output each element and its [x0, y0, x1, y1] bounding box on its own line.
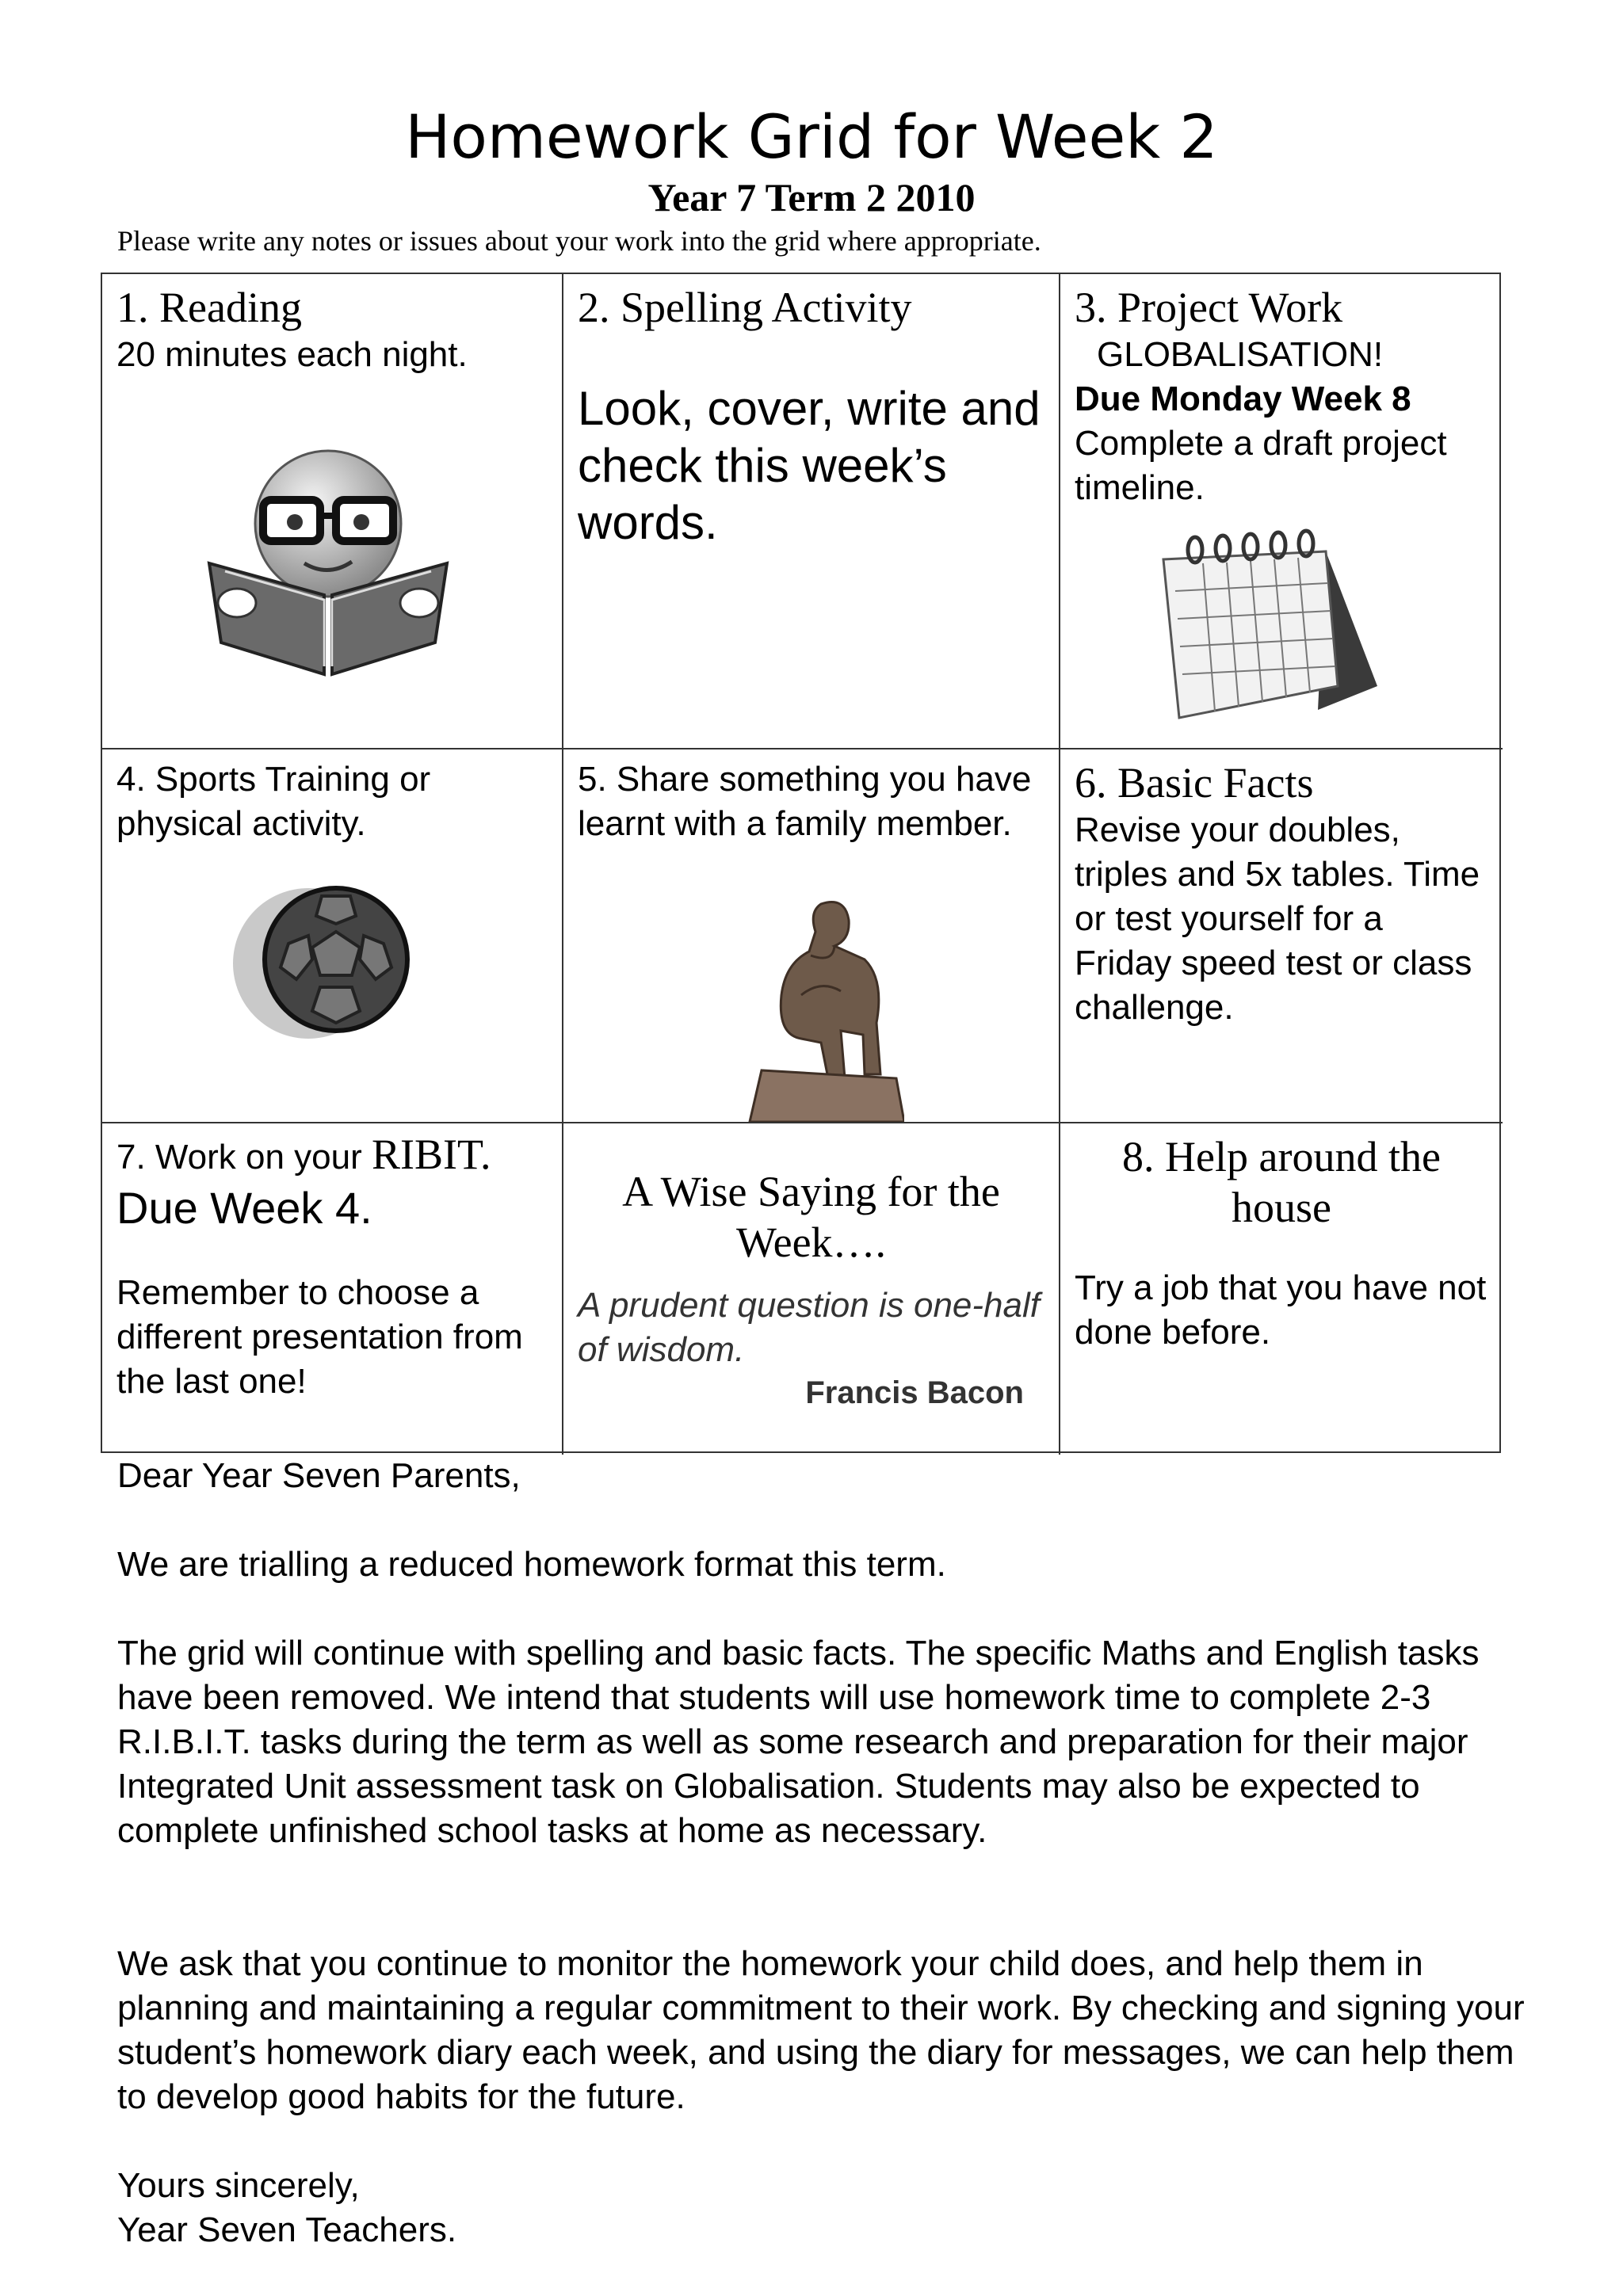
grid-cell-ribit — [102, 1123, 563, 1455]
project-due: Due Monday Week 8 — [1075, 379, 1411, 418]
thinker-statue-icon — [746, 884, 904, 1122]
saying-quote: A prudent question is one-half of wisdom. — [578, 1286, 1040, 1369]
cell-heading: 1. Reading — [116, 284, 302, 331]
page-subtitle: Year 7 Term 2 2010 — [647, 175, 976, 219]
instructions-text: Please write any notes or issues about your work into the grid where appropriate. — [117, 225, 1041, 257]
grid-cell-project — [1060, 274, 1503, 749]
soccer-ball-icon — [233, 880, 431, 1047]
cell-heading: 8. Help around the house — [1122, 1133, 1441, 1231]
letter-paragraph-1: We are trialling a reduced homework format this term. — [117, 1545, 946, 1584]
cell-heading: 5. Share something you have learnt with a family member. — [578, 760, 1032, 843]
cell-body: Complete a draft project timeline. — [1075, 424, 1447, 507]
letter-greeting: Dear Year Seven Parents, — [117, 1456, 521, 1495]
cell-body: Try a job that you have not done before. — [1075, 1268, 1487, 1352]
reading-book-icon — [193, 444, 463, 682]
saying-heading: A Wise Saying for the Week…. — [622, 1168, 1000, 1266]
project-topic: GLOBALISATION! — [1097, 335, 1384, 374]
letter-signature: Year Seven Teachers. — [117, 2210, 457, 2249]
cell-body: 20 minutes each night. — [116, 335, 468, 374]
cell-heading: 4. Sports Training or physical activity. — [116, 760, 431, 843]
grid-cell-spelling — [563, 274, 1060, 749]
grid-cell-help-house — [1060, 1123, 1503, 1455]
letter-closing: Yours sincerely, — [117, 2166, 360, 2205]
cell-heading: 3. Project Work — [1075, 284, 1343, 331]
grid-cell-basic-facts — [1060, 749, 1503, 1123]
letter-paragraph-2: The grid will continue with spelling and basic facts. The specific Maths and English tasks have been removed. We intend that students will use homework time to complete 2-3 R.I.B.I.T. tasks during the term as well as some research and preparation for their major Integrated Unit assessment task on Globalisation. Students may also be expected to complete unfinished school tasks at home as necessary. — [117, 1634, 1480, 1850]
cell-body: Look, cover, write and check this week’s words. — [578, 382, 1041, 549]
saying-author: Francis Bacon — [805, 1375, 1024, 1410]
letter-paragraph-3: We ask that you continue to monitor the homework your child does, and help them in planning and maintaining a regular commitment to their work. By checking and signing your student’s homework diary each week, and using the diary for messages, we can help them to develop good habits for the future. — [117, 1944, 1525, 2116]
homework-grid — [101, 273, 1501, 1453]
grid-cell-wise-saying — [563, 1123, 1060, 1455]
cell-heading — [116, 1131, 548, 1180]
cell-heading-prefix: 7. Work on your — [116, 1138, 372, 1177]
cell-heading: 2. Spelling Activity — [578, 284, 912, 331]
grid-cell-share — [563, 749, 1060, 1123]
page-title: Homework Grid for Week 2 — [405, 101, 1218, 172]
cell-body: Revise your doubles, triples and 5x tables. Time or test yourself for a Friday speed test or class challenge. — [1075, 810, 1480, 1027]
grid-cell-reading — [102, 274, 563, 749]
cell-heading-suffix: RIBIT. — [372, 1131, 491, 1178]
cell-heading: 6. Basic Facts — [1075, 759, 1314, 807]
grid-cell-sports — [102, 749, 563, 1123]
calendar-icon — [1148, 528, 1385, 726]
ribit-due: Due Week 4. — [116, 1183, 372, 1233]
cell-body: Remember to choose a different presentation from the last one! — [116, 1273, 523, 1401]
